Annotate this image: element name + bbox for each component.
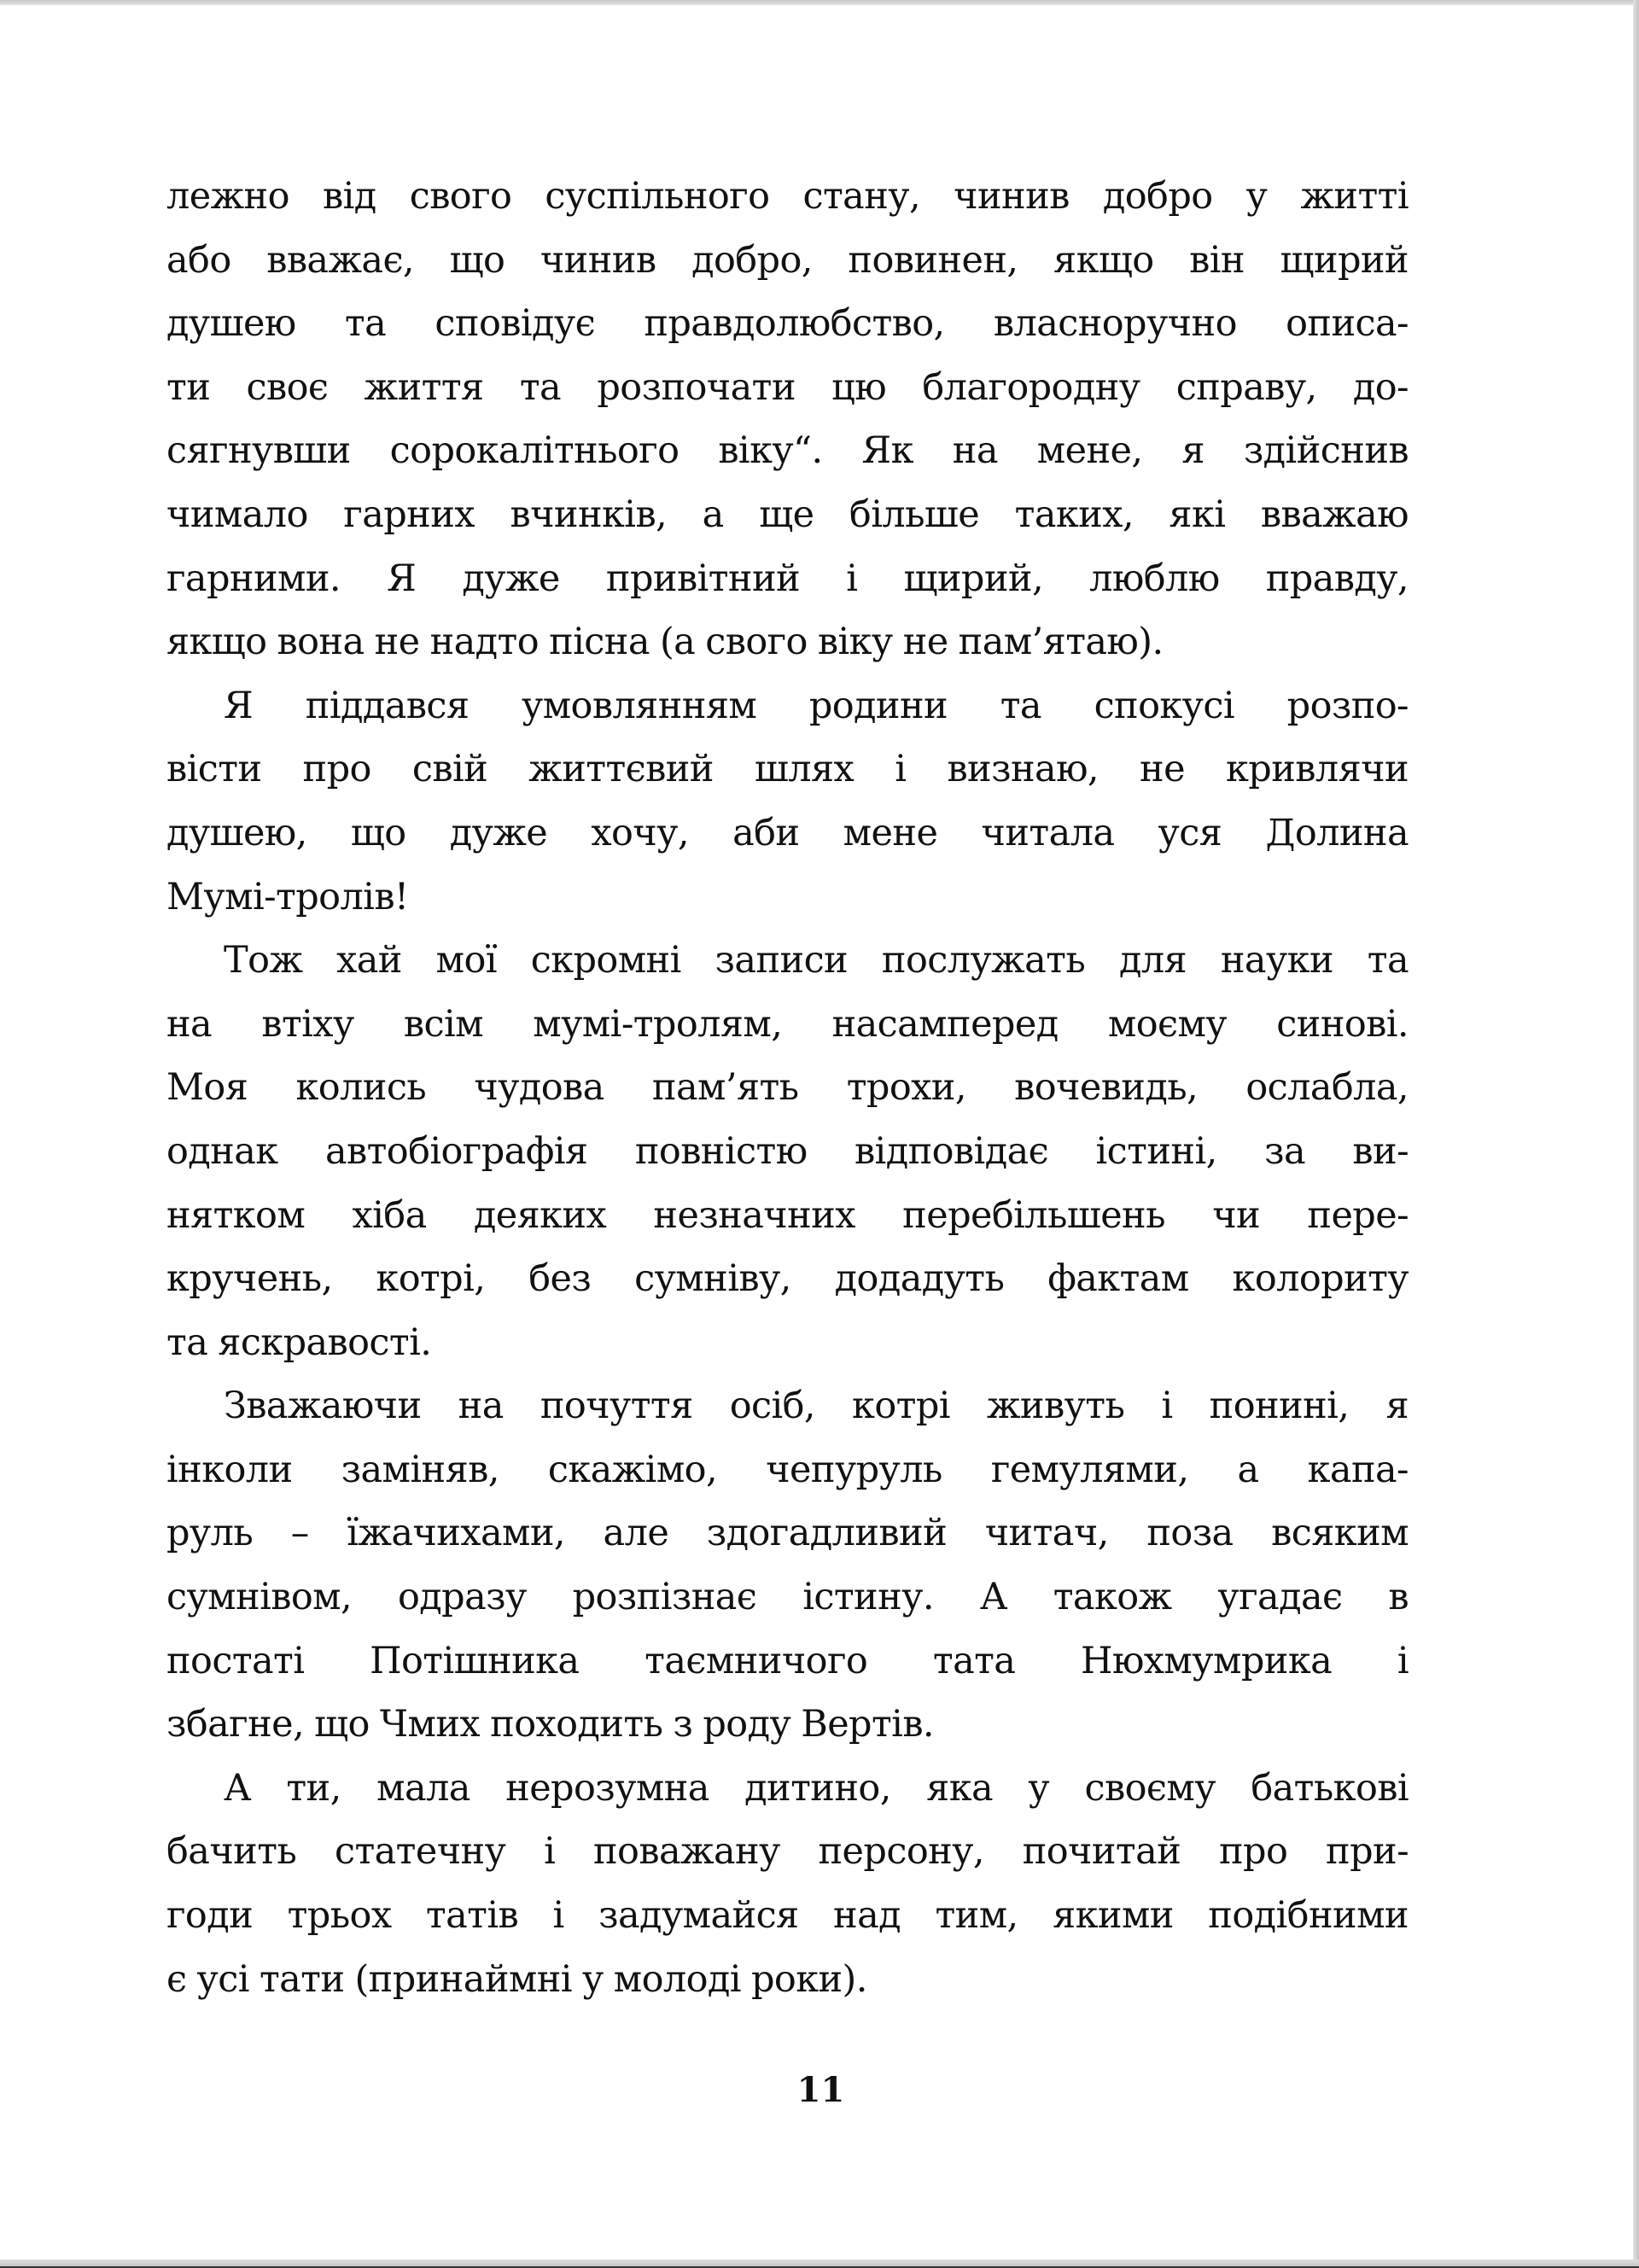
text-line: Мумі-тролів! [166,875,409,918]
text-line: гарними. Я дуже привітний і щирий, люблю правду, [166,557,1409,600]
text-line: А ти, мала нерозумна дитино, яка у своєму батькові [224,1766,1409,1810]
text-line: та яскравості. [166,1321,432,1364]
text-line: нятком хіба деяких незначних перебільшень чи пере- [166,1193,1409,1237]
text-line: душею та сповідує правдолюбство, власноручно описа- [166,302,1409,346]
text-line: чимало гарних вчинків, а ще більше таких, які вважаю [166,493,1409,536]
text-line: ти своє життя та розпочати цю благородну справу, до- [166,365,1409,409]
text-line: бачить статечну і поважану персону, почитай про при- [166,1830,1409,1874]
text-line: Я піддався умовлянням родини та спокусі розпо- [224,684,1409,727]
text-line: Тож хай мої скромні записи послужать для науки та [224,939,1409,982]
text-line: інколи заміняв, скажімо, чепуруль гемулями, а капа- [166,1448,1409,1491]
text-line: кручень, котрі, без сумніву, додадуть фактам колориту [166,1257,1409,1301]
body-text [166,165,1409,2011]
text-line: однак автобіографія повністю відповідає істині, за ви- [166,1129,1409,1173]
text-line: якщо вона не надто пісна (а свого віку не пам’ятаю). [166,621,1164,664]
text-line: сягнувши сорокалітнього віку“. Як на мене, я здійснив [166,429,1409,473]
text-line: вісти про свій життєвий шлях і визнаю, не кривлячи [166,748,1409,791]
text-line: лежно від свого суспільного стану, чинив добро у житті [166,175,1409,218]
text-line: сумнівом, одразу розпізнає істину. А також угадає в [166,1576,1409,1619]
text-line: є усі тати (принаймні у молоді роки). [166,1957,867,2001]
page-number: 11 [796,2070,845,2110]
text-line: руль – їжачихами, але здогадливий читач, поза всяким [166,1512,1409,1555]
text-line: постаті Потішника таємничого тата Нюхмумрика і [166,1639,1409,1682]
page-right-shadow [1633,0,1639,2268]
text-line: годи трьох татів і задумайся над тим, якими подібними [166,1894,1409,1938]
page-bottom-shadow [0,2259,1639,2266]
text-line: збагне, що Чмих походить з роду Вертів. [166,1703,935,1746]
text-line: або вважає, що чинив добро, повинен, якщо він щирий [166,238,1409,282]
text-line: Моя колись чудова пам’ять трохи, вочевидь, ослабла, [166,1066,1409,1110]
text-line: Зважаючи на почуття осіб, котрі живуть і понині, я [224,1385,1409,1428]
text-line: на втіху всім мумі-тролям, насамперед моєму синові. [166,1002,1409,1046]
text-line: душею, що дуже хочу, аби мене читала уся Долина [166,811,1409,854]
